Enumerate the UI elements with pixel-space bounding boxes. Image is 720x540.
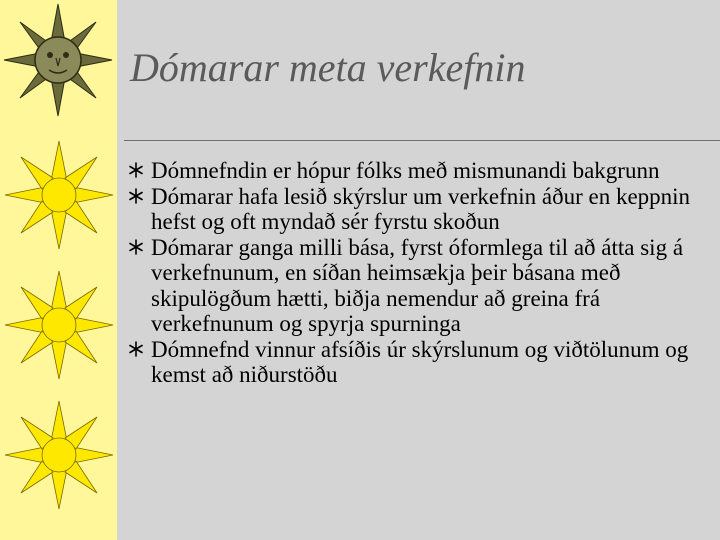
sun-icon <box>4 140 114 250</box>
star-asterisk-icon <box>128 341 144 357</box>
bullet-item <box>128 158 713 184</box>
star-asterisk-icon <box>128 162 144 178</box>
bullet-text: Dómnefndin er hópur fólks með mismunandi bakgrunn <box>151 158 660 183</box>
sun-icon <box>4 400 114 510</box>
bullet-text: Dómarar ganga milli bása, fyrst óformlega til að átta sig á verkefnunum, en síðan heimsækja þeir básana með skipulögðum hætti, biðja nemendur að greina frá verkefnunum og spyrja spurninga <box>151 234 684 336</box>
star-asterisk-icon <box>128 188 144 204</box>
star-asterisk-icon <box>128 239 144 255</box>
slide-title: Dómarar meta verkefnin <box>130 45 526 90</box>
bullet-item <box>128 337 713 388</box>
left-decorative-band <box>0 0 117 540</box>
bullet-list <box>128 158 713 388</box>
bullet-text: Dómarar hafa lesið skýrslur um verkefnin áður en keppnin hefst og oft myndað sér fyrstu skoðun <box>151 183 691 234</box>
bullet-item <box>128 184 713 235</box>
sun-face-icon <box>2 2 114 120</box>
title-divider <box>124 140 720 141</box>
bullet-item <box>128 235 713 337</box>
sun-icon <box>4 270 114 380</box>
bullet-text: Dómnefnd vinnur afsíðis úr skýrslunum og viðtölunum og kemst að niðurstöðu <box>151 336 689 387</box>
